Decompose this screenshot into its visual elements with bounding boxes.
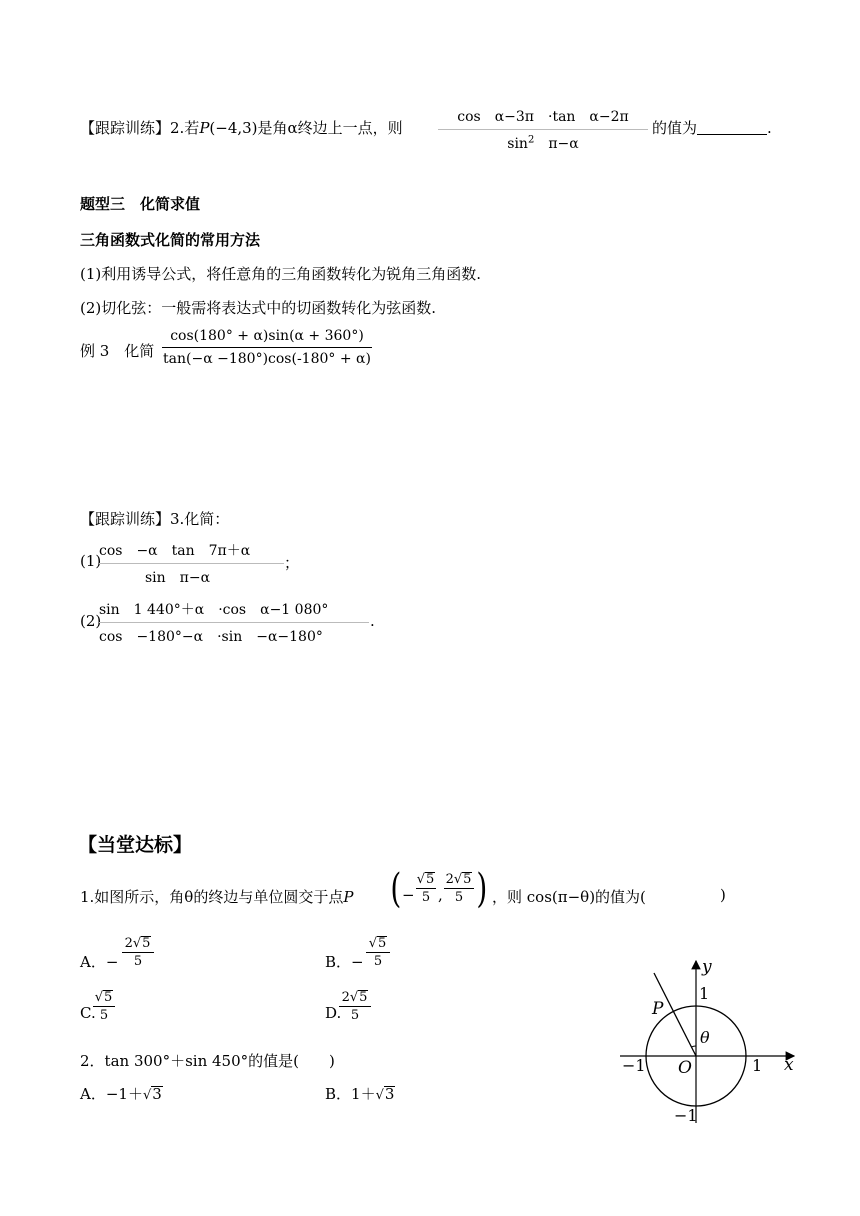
- point-p-label: P: [199, 119, 210, 137]
- training3-item2-end: .: [370, 612, 375, 630]
- training3-item1-numerator: cos −α tan 7π＋α: [99, 543, 251, 559]
- training2-numerator: cos α−3π ·tan α−2π: [457, 109, 629, 125]
- q1-option-c-frac: √5 5: [93, 990, 115, 1023]
- example3-label: 例 3 化简: [80, 342, 155, 360]
- x-axis-label: x: [784, 1055, 794, 1075]
- y-axis-label: y: [702, 957, 712, 977]
- point-p-figure-label: P: [652, 999, 664, 1019]
- training3-item1-end: ；: [284, 554, 300, 572]
- q2-text: 2．tan 300°＋sin 450°的值是( ): [80, 1052, 335, 1070]
- q1-left-paren: (: [390, 866, 402, 912]
- section3-subtitle: 三角函数式化简的常用方法: [80, 231, 261, 249]
- unit-circle-figure: [612, 955, 802, 1130]
- answer-blank[interactable]: [697, 120, 767, 135]
- theta-label: θ: [700, 1028, 710, 1047]
- q1-tail: ，则 cos(π−θ)的值为(: [492, 888, 646, 906]
- q1-answer-close: ): [720, 886, 726, 904]
- training3-item1-label: (1): [80, 552, 102, 570]
- q1-option-a[interactable]: A．−: [80, 953, 119, 971]
- tick-left: −1: [622, 1056, 646, 1075]
- training3-item2-denominator: cos −180°−α ·sin −α−180°: [99, 629, 323, 645]
- q1-text: 1.如图所示，角θ的终边与单位圆交于点P: [80, 888, 354, 906]
- q1-coord2-frac: 2√5 5: [444, 872, 474, 905]
- training3-item2-fraction: [99, 599, 369, 646]
- q1-right-paren: ): [476, 866, 488, 912]
- q2-option-a[interactable]: A．−1＋√3: [80, 1085, 162, 1103]
- example3-denominator: tan(−α −180°)cos(-180° + α): [163, 351, 371, 367]
- q1-option-a-frac: 2√5 5: [122, 936, 154, 969]
- training3-item2-label: (2): [80, 612, 102, 630]
- section3-method2: (2)切化弦：一般需将表达式中的切函数转化为弦函数.: [80, 299, 437, 317]
- tick-bottom: −1: [674, 1106, 698, 1125]
- section3-title: 题型三 化简求值: [80, 195, 201, 213]
- tick-right: 1: [752, 1056, 763, 1075]
- q1-option-b[interactable]: B．−: [325, 953, 364, 971]
- q1-comma: ,: [438, 886, 443, 904]
- q1-option-d-frac: 2√5 5: [339, 990, 371, 1023]
- q1-option-b-frac: √5 5: [366, 936, 390, 969]
- training2-prefix: 【跟踪训练】2.若P(−4,3)是角α终边上一点，则: [80, 119, 403, 137]
- example3-numerator: cos(180° + α)sin(α + 360°): [170, 328, 364, 344]
- training2-denominator: $\sin^2$ π−α: [507, 134, 579, 152]
- q2-option-b[interactable]: B．1＋√3: [325, 1085, 395, 1103]
- training2-fraction: [438, 106, 648, 153]
- q1-option-c[interactable]: C.: [80, 1004, 96, 1022]
- q1-coord1-frac: √5 5: [416, 872, 435, 905]
- practice-heading: 【当堂达标】: [78, 834, 193, 856]
- q1-option-d[interactable]: D.: [325, 1004, 342, 1022]
- origin-label: O: [678, 1058, 692, 1078]
- q1-coord1-sign: −: [402, 886, 415, 904]
- training3-item1-fraction: [99, 540, 284, 587]
- angle-arc: [692, 1046, 697, 1047]
- tick-top: 1: [699, 984, 710, 1003]
- training2-suffix: 的值为 .: [652, 119, 772, 137]
- training3-heading: 【跟踪训练】3.化简：: [80, 510, 230, 528]
- training3-item2-numerator: sin 1 440°＋α ·cos α−1 080°: [99, 602, 329, 618]
- section3-method1: (1)利用诱导公式，将任意角的三角函数转化为锐角三角函数.: [80, 265, 482, 283]
- training3-item1-denominator: sin π−α: [145, 570, 211, 586]
- example3-fraction: [162, 328, 372, 367]
